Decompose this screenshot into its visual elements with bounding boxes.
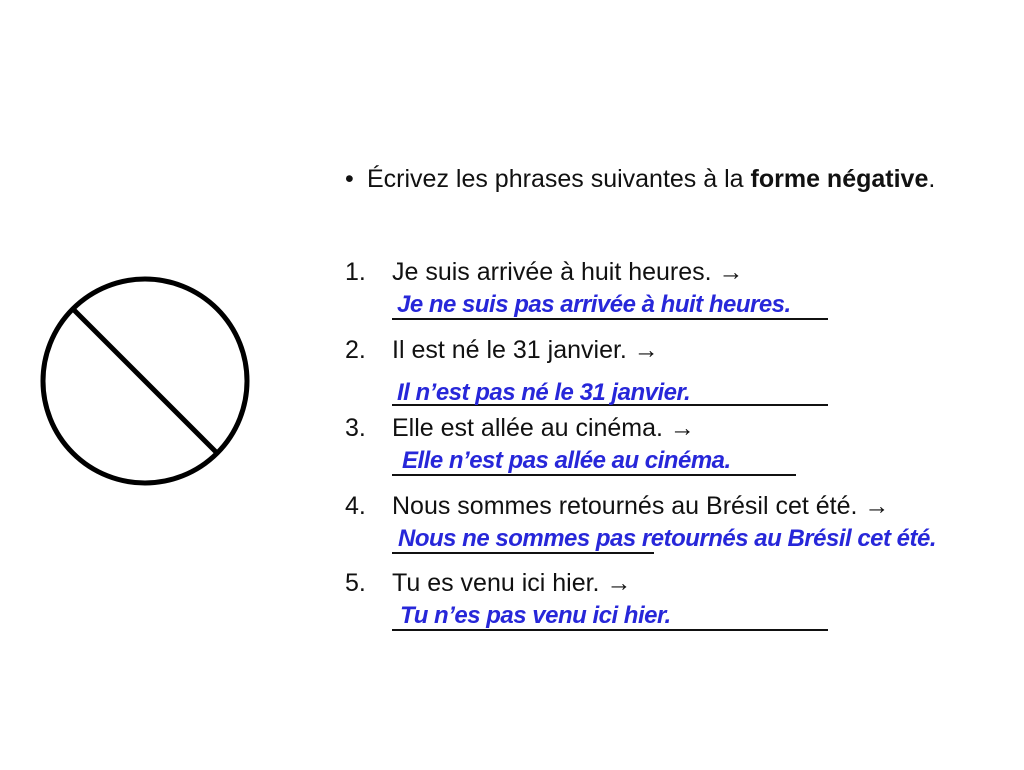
exercise-item-2 [345,334,1015,408]
item-answer: Elle n’est pas allée au cinéma. [402,447,731,474]
item-sentence: Je suis arrivée à huit heures. → [392,258,744,286]
instruction-text: Écrivez les phrases suivantes à la [367,165,751,193]
item-sentence: Il est né le 31 janvier. → [392,336,659,364]
prohibition-circle-icon [40,276,250,486]
instruction-emphasis: forme négative [750,165,929,193]
item-sentence: Tu es venu ici hier. → [392,569,632,597]
item-answer: Je ne suis pas arrivée à huit heures. [397,291,791,318]
item-answer: Il n’est pas né le 31 janvier. [397,379,691,406]
instruction-period: . [928,165,936,193]
item-sentence: Nous sommes retournés au Brésil cet été. → [392,492,890,520]
exercise-item-3 [345,412,1015,478]
item-answer: Tu n’es pas venu ici hier. [400,602,671,629]
item-number: 2. [345,336,366,364]
instruction [345,165,935,194]
item-sentence: Elle est allée au cinéma. → [392,414,695,442]
item-number: 4. [345,492,366,520]
item-number: 3. [345,414,366,442]
item-number: 5. [345,569,366,597]
prohibition-slash [72,308,216,452]
exercise-item-5 [345,567,1015,633]
instruction-bullet: • [345,165,354,193]
item-number: 1. [345,258,366,286]
item-answer: Nous ne sommes pas retournés au Brésil cet été. [398,525,937,552]
exercise-item-4 [345,490,1015,556]
exercise-item-1 [345,256,1015,322]
